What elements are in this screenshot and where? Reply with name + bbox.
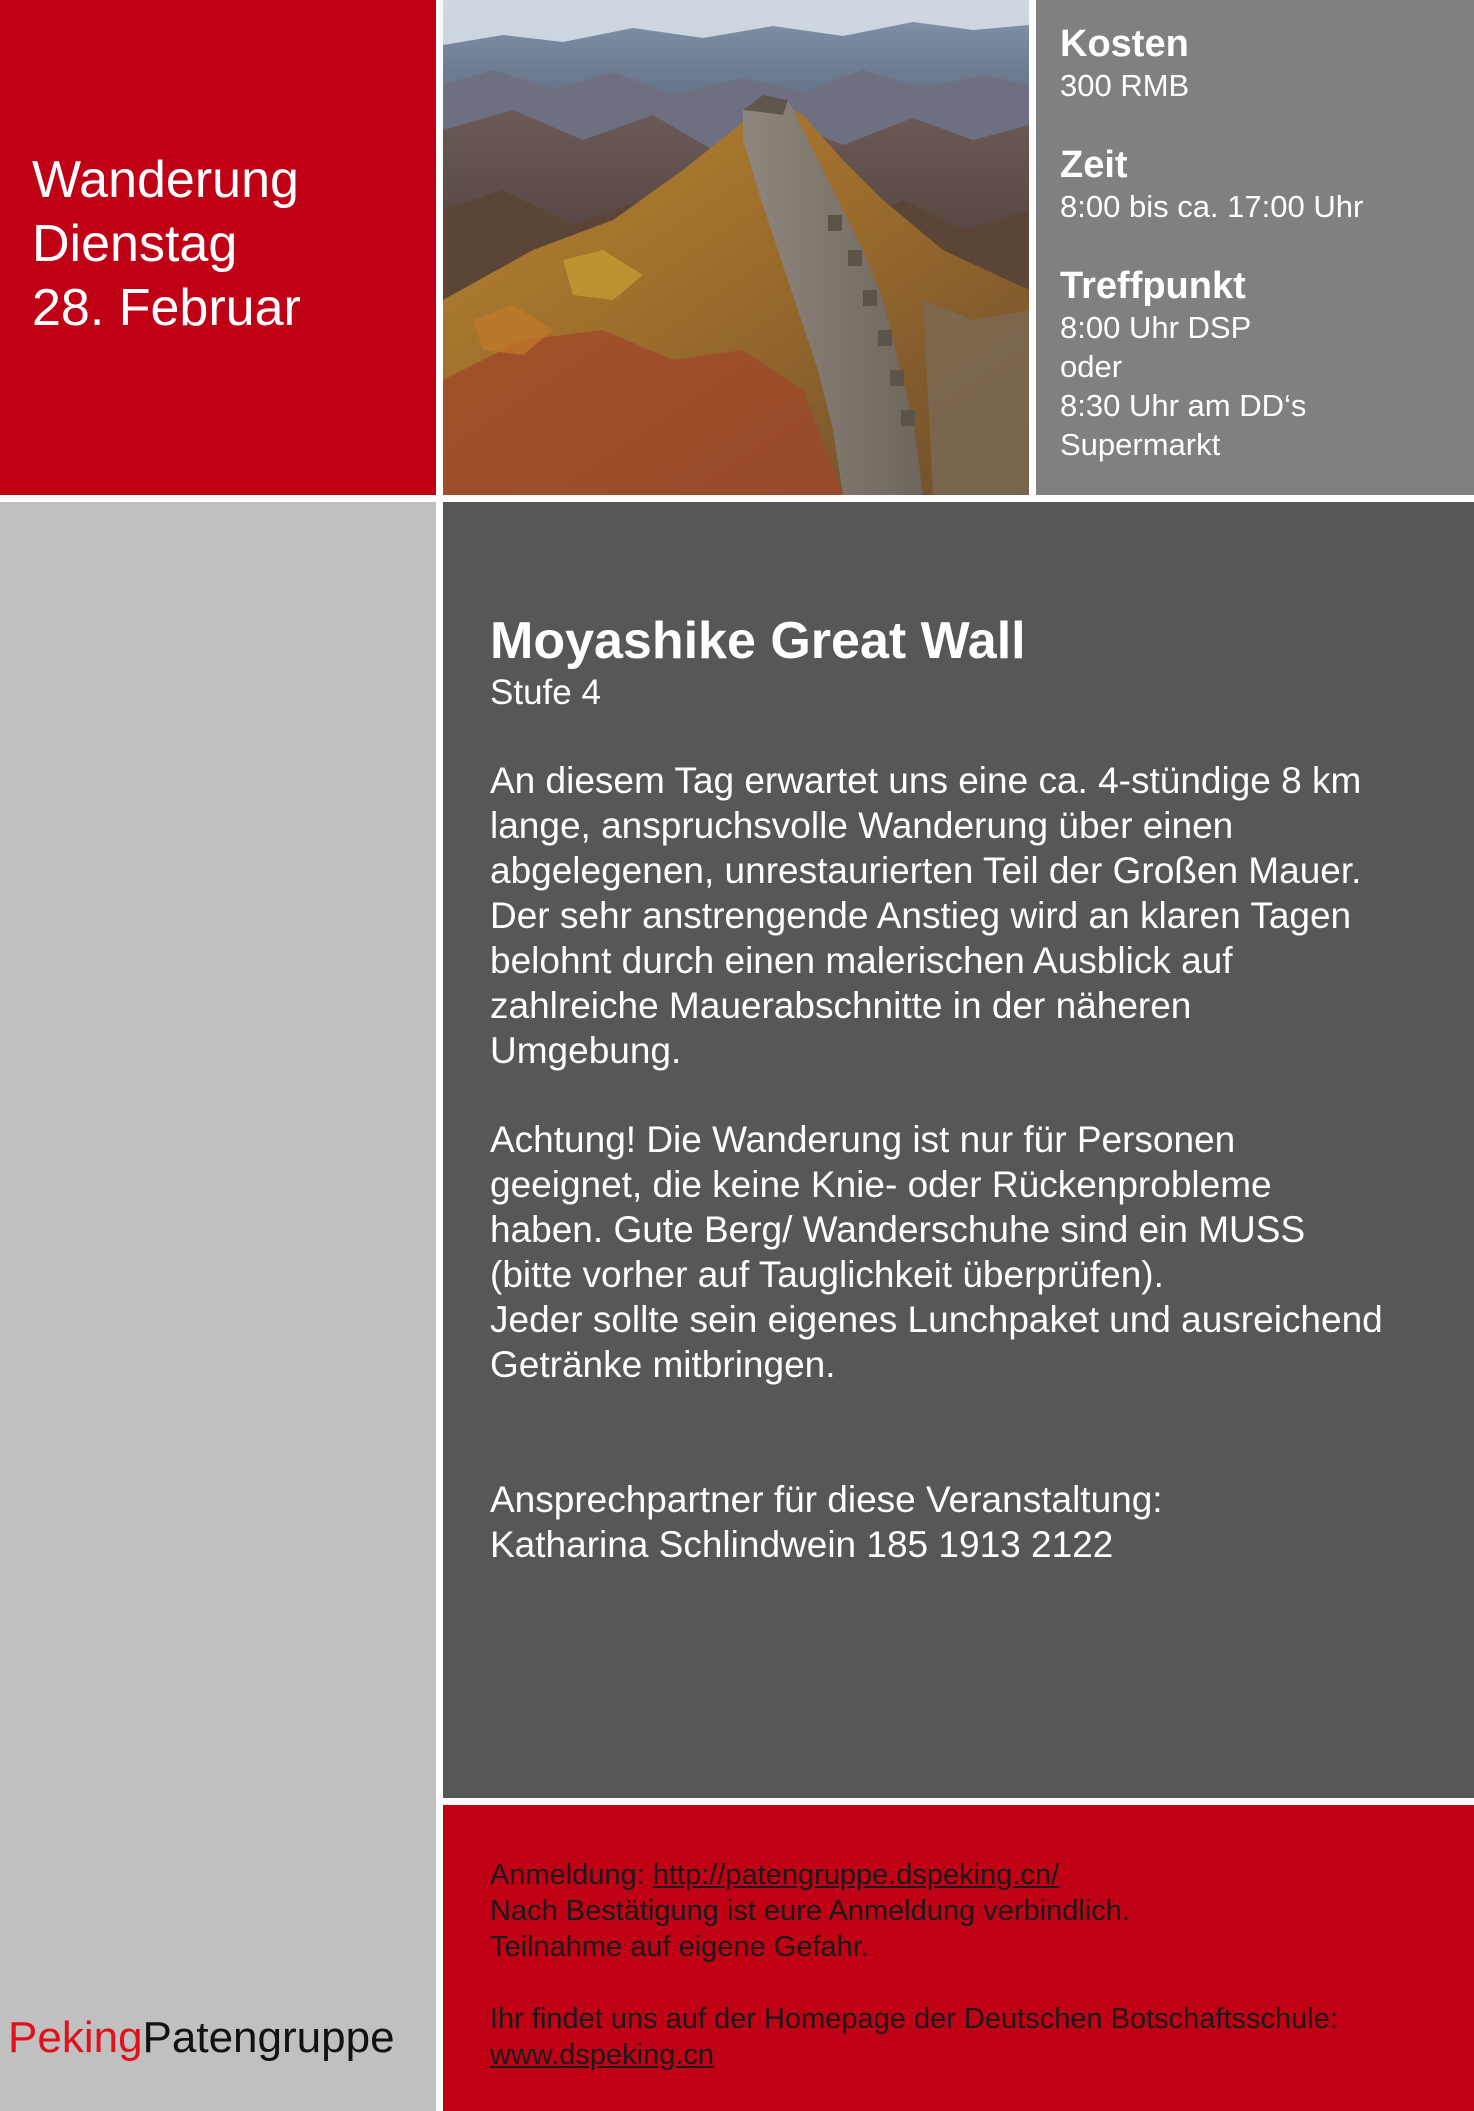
side-column bbox=[0, 502, 436, 2111]
confirmation-note: Nach Bestätigung ist eure Anmeldung verbindlich. bbox=[490, 1895, 1130, 1927]
text-line: haben. Gute Berg/ Wanderschuhe sind ein MUSS bbox=[490, 1209, 1306, 1250]
time-block bbox=[1060, 143, 1363, 226]
contact-label: Ansprechpartner für diese Veranstaltung: bbox=[490, 1479, 1163, 1520]
text-line: Umgebung. bbox=[490, 1030, 682, 1071]
warning-paragraph bbox=[490, 1117, 1450, 1387]
signup-label: Anmeldung: bbox=[490, 1859, 653, 1891]
signup-link[interactable]: http://patengruppe.dspeking.cn/ bbox=[652, 1859, 1060, 1891]
brand-part-patengruppe: Patengruppe bbox=[142, 2013, 395, 2062]
text-line: lange, anspruchsvolle Wanderung über einen bbox=[490, 805, 1234, 846]
text-line: Achtung! Die Wanderung ist nur für Personen bbox=[490, 1119, 1236, 1160]
description-paragraph bbox=[490, 758, 1450, 1073]
cost-label: Kosten bbox=[1060, 23, 1189, 65]
info-panel bbox=[1036, 0, 1474, 495]
description-panel bbox=[443, 502, 1474, 1798]
event-type: Wanderung bbox=[32, 151, 299, 209]
spacer bbox=[490, 1965, 1338, 2001]
description-content bbox=[490, 610, 1450, 1567]
contact-person: Katharina Schlindwein 185 1913 2122 bbox=[490, 1524, 1114, 1565]
registration-content bbox=[490, 1857, 1338, 2073]
time-value: 8:00 bis ca. 17:00 Uhr bbox=[1060, 189, 1364, 224]
time-label: Zeit bbox=[1060, 144, 1128, 186]
registration-panel bbox=[443, 1805, 1474, 2111]
text-line: zahlreiche Mauerabschnitte in der näheren bbox=[490, 985, 1192, 1026]
event-title-panel bbox=[0, 0, 436, 495]
event-title bbox=[32, 148, 301, 340]
risk-note: Teilnahme auf eigene Gefahr. bbox=[490, 1931, 869, 1963]
event-date: 28. Februar bbox=[32, 279, 301, 337]
difficulty-level: Stufe 4 bbox=[490, 673, 601, 712]
hike-title: Moyashike Great Wall bbox=[490, 612, 1026, 670]
contact-paragraph bbox=[490, 1477, 1450, 1567]
cost-value: 300 RMB bbox=[1060, 68, 1190, 103]
text-line: An diesem Tag erwartet uns eine ca. 4-stündige 8 km bbox=[490, 760, 1362, 801]
text-line: Getränke mitbringen. bbox=[490, 1344, 836, 1385]
text-line: geeignet, die keine Knie- oder Rückenprobleme bbox=[490, 1164, 1272, 1205]
meeting-point-line: oder bbox=[1060, 349, 1123, 384]
meeting-point-label: Treffpunkt bbox=[1060, 265, 1246, 307]
meeting-point-line: 8:30 Uhr am DD‘s bbox=[1060, 388, 1307, 423]
meeting-point-line: Supermarkt bbox=[1060, 427, 1221, 462]
meeting-point-line: 8:00 Uhr DSP bbox=[1060, 310, 1252, 345]
cost-block bbox=[1060, 22, 1189, 105]
text-line: abgelegenen, unrestaurierten Teil der Großen Mauer. bbox=[490, 850, 1362, 891]
event-weekday: Dienstag bbox=[32, 215, 238, 273]
meeting-point-block bbox=[1060, 264, 1306, 464]
text-line: Jeder sollte sein eigenes Lunchpaket und ausreichend bbox=[490, 1299, 1383, 1340]
brand-logo bbox=[8, 2012, 395, 2064]
signup-line bbox=[490, 1857, 1338, 1893]
homepage-line bbox=[490, 2037, 1338, 2073]
great-wall-photo bbox=[443, 0, 1029, 495]
brand-part-peking: Peking bbox=[8, 2013, 143, 2062]
text-line: (bitte vorher auf Tauglichkeit überprüfen). bbox=[490, 1254, 1164, 1295]
homepage-link[interactable]: www.dspeking.cn bbox=[490, 2039, 715, 2071]
text-line: Der sehr anstrengende Anstieg wird an klaren Tagen bbox=[490, 895, 1352, 936]
text-line: belohnt durch einen malerischen Ausblick auf bbox=[490, 940, 1233, 981]
homepage-note: Ihr findet uns auf der Homepage der Deutschen Botschaftsschule: bbox=[490, 2003, 1338, 2035]
